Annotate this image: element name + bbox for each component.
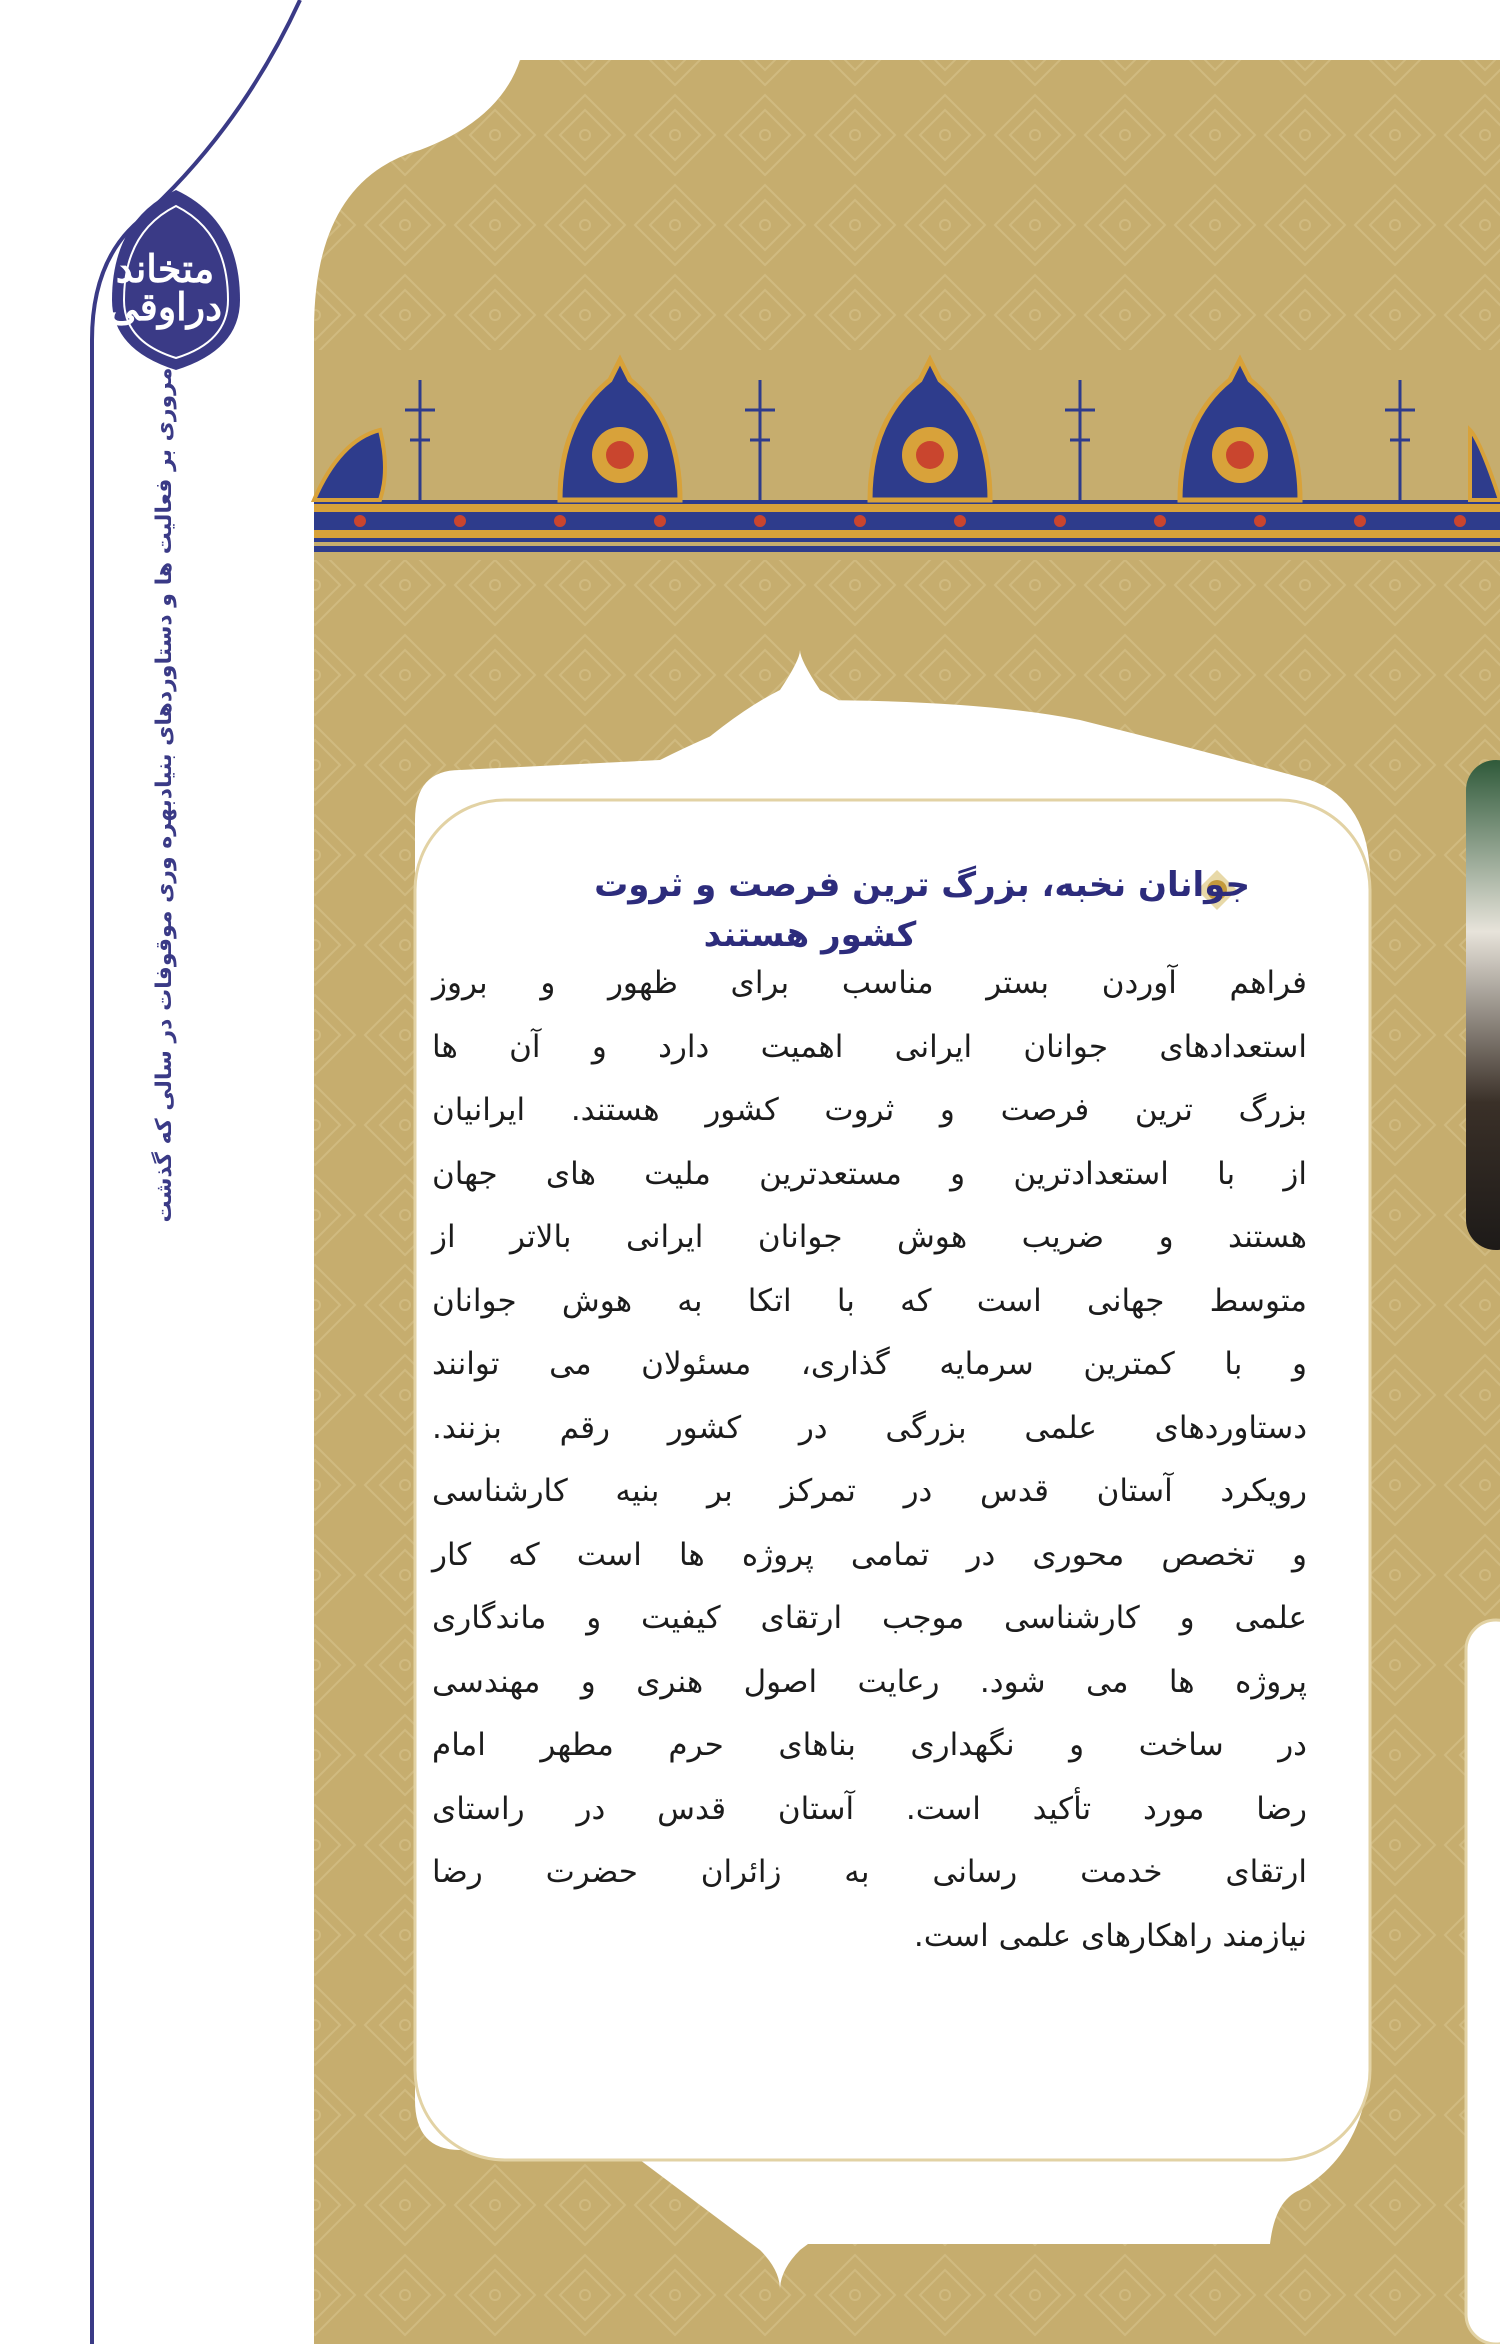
body-line: از با استعدادترین و مستعدترین ملیت های جهان xyxy=(432,1155,1307,1192)
tile-band xyxy=(314,350,1500,560)
body-line: رضا مورد تأکید است. آستان قدس در راستای xyxy=(432,1790,1307,1827)
body-line: علمی و کارشناسی موجب ارتقای کیفیت و ماندگاری xyxy=(432,1600,1307,1636)
body-line: پروژه ها می شود. رعایت اصول هنری و مهندسی xyxy=(432,1663,1307,1700)
body-line: دستاوردهای علمی بزرگی در کشور رقم بزنند. xyxy=(432,1409,1307,1446)
side-caption: مروری بر فعالیت ها و دستاوردهای بنیادبهره وری موقوفات در سالی که گذشت xyxy=(152,367,177,1223)
body-line: بزرگ ترین فرصت و ثروت کشور هستند. ایرانیان xyxy=(432,1092,1307,1128)
body-line: ارتقای خدمت رسانی به زائران حضرت رضا xyxy=(432,1854,1307,1890)
body-line: نیازمند راهکارهای علمی است. xyxy=(913,1917,1307,1954)
title-line-2: کشور هستند xyxy=(703,915,917,955)
body-line: استعدادهای جوانان ایرانی اهمیت دارد و آن ها xyxy=(432,1028,1307,1065)
body-line: و تخصص محوری در تمامی پروژه ها است که کار xyxy=(432,1536,1307,1573)
article-title xyxy=(470,860,1250,960)
body-line: رویکرد آستان قدس در تمرکز بر بنیه کارشناسی xyxy=(432,1473,1307,1509)
body-line: هستند و ضریب هوش جوانان ایرانی بالاتر از xyxy=(432,1219,1307,1255)
logo-text: متخاند دراوقی xyxy=(107,246,223,329)
body-line: متوسط جهانی است که با اتکا به هوش جوانان xyxy=(432,1282,1307,1319)
body-line: و با کمترین سرمایه گذاری، مسئولان می توانند xyxy=(432,1346,1307,1382)
body-line: در ساخت و نگهداری بناهای حرم مطهر امام xyxy=(432,1727,1307,1763)
article-body xyxy=(432,952,1307,1968)
title-line-1: جوانان نخبه، بزرگ ترین فرصت و ثروت xyxy=(594,865,1250,905)
body-line: فراهم آوردن بستر مناسب برای ظهور و بروز xyxy=(432,965,1307,1001)
